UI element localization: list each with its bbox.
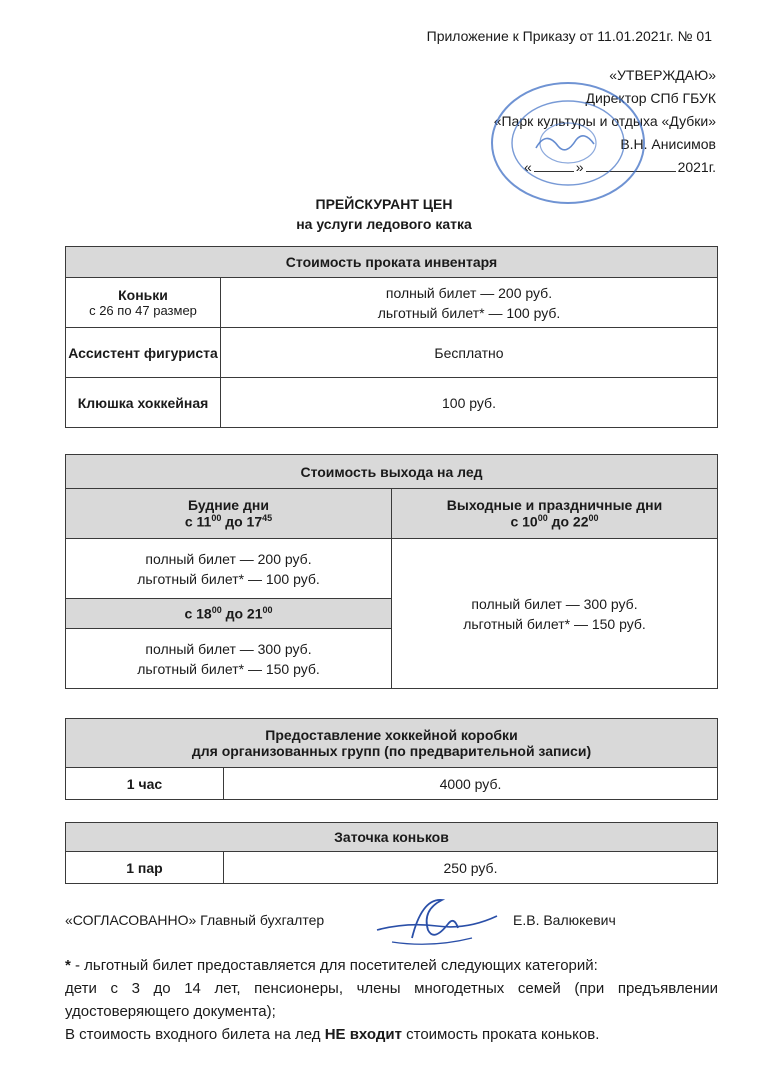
weekdays-from-min: 00	[211, 513, 222, 524]
sharpening-unit: 1 пар	[66, 852, 224, 884]
weekdays-from: с 11	[184, 513, 212, 530]
skates-cell	[66, 278, 221, 328]
signature-icon	[372, 890, 502, 950]
weekend-to-min: 00	[588, 513, 599, 524]
hockey-box-table	[65, 718, 718, 800]
hockey-header-line-1: Предоставление хоккейной коробки	[265, 727, 518, 743]
official-stamp-icon	[488, 78, 648, 208]
weekdays-to: до 17	[221, 513, 263, 530]
chief-accountant-name: Е.В. Валюкевич	[513, 912, 616, 928]
weekend-price-reduced: льготный билет* — 150 руб.	[463, 615, 646, 632]
ice-header: Стоимость выхода на лед	[66, 455, 718, 489]
weekend-price-full: полный билет — 300 руб.	[471, 595, 638, 612]
ice-table	[65, 454, 718, 689]
footnote-asterisk: *	[65, 957, 71, 974]
appendix-reference: Приложение к Приказу от 11.01.2021г. № 01	[426, 28, 712, 44]
footnote-line-3	[65, 1023, 718, 1046]
weekend-hours	[392, 513, 717, 530]
footnote-text-3c: стоимость проката коньков.	[401, 1026, 600, 1043]
skates-price-cell	[221, 278, 718, 328]
day-price-reduced: льготный билет* — 100 руб.	[137, 570, 320, 587]
footnote-line-2: дети с 3 до 14 лет, пенсионеры, члены многодетных семей (при предъявлении удостоверяющего документа);	[65, 980, 718, 1020]
hockey-price: 4000 руб.	[224, 768, 718, 800]
day-price-full: полный билет — 200 руб.	[145, 550, 312, 567]
evening-from: с 18	[184, 605, 212, 622]
footnote-text-3b: НЕ входит	[324, 1026, 402, 1043]
hockey-duration: 1 час	[66, 768, 224, 800]
hockey-header-line-2: для организованных групп (по предварительной записи)	[191, 743, 592, 759]
evening-to: до 21	[221, 605, 263, 622]
weekend-to: до 22	[547, 513, 589, 530]
weekdays-label: Будние дни	[188, 497, 269, 514]
evening-to-min: 00	[262, 605, 273, 616]
assistant-label: Ассистент фигуриста	[66, 328, 221, 378]
weekdays-hours	[66, 513, 391, 530]
weekend-price-cell	[392, 539, 718, 689]
footnote	[65, 954, 718, 1046]
table-row	[66, 378, 718, 428]
hockey-header	[66, 719, 718, 768]
date-mid-quote: »	[575, 159, 584, 175]
approve-label: «УТВЕРЖДАЮ»	[609, 67, 716, 83]
weekdays-header	[66, 489, 392, 539]
footnote-line-1	[65, 954, 718, 977]
weekend-label: Выходные и праздничные дни	[446, 497, 663, 514]
director-name: В.Н. Анисимов	[620, 136, 716, 152]
park-name: «Парк культуры и отдыха «Дубки»	[493, 113, 716, 129]
day-price-cell	[66, 539, 392, 599]
weekend-header	[392, 489, 718, 539]
director-title: Директор СПб ГБУК	[585, 90, 716, 106]
stick-label: Клюшка хоккейная	[66, 378, 221, 428]
date-year: 2021г.	[677, 159, 716, 175]
date-open-quote: «	[523, 159, 532, 175]
footnote-text-3a: В стоимость входного билета на лед	[65, 1026, 325, 1043]
weekend-from: с 10	[510, 513, 538, 530]
evening-header	[66, 599, 392, 629]
weekend-from-min: 00	[537, 513, 548, 524]
skates-price-reduced: льготный билет* — 100 руб.	[377, 304, 561, 321]
title-line-1: ПРЕЙСКУРАНТ ЦЕН	[315, 196, 453, 212]
rental-header: Стоимость проката инвентаря	[66, 247, 718, 278]
table-row	[66, 768, 718, 800]
sharpening-header: Заточка коньков	[66, 823, 718, 852]
sharpening-table	[65, 822, 718, 884]
skates-price-full: полный билет — 200 руб.	[385, 284, 553, 301]
assistant-price: Бесплатно	[221, 328, 718, 378]
title-line-2: на услуги ледового катка	[296, 216, 472, 232]
skates-size: с 26 по 47 размер	[89, 303, 197, 318]
footnote-text-1: - льготный билет предоставляется для посетителей следующих категорий:	[70, 957, 598, 974]
chief-accountant-label: «СОГЛАСОВАННО» Главный бухгалтер	[65, 912, 325, 928]
evening-from-min: 00	[211, 605, 222, 616]
stick-price: 100 руб.	[221, 378, 718, 428]
evening-price-full: полный билет — 300 руб.	[145, 640, 312, 657]
evening-price-reduced: льготный билет* — 150 руб.	[137, 660, 320, 677]
skates-label: Коньки	[118, 287, 168, 303]
table-row	[66, 278, 718, 328]
evening-price-cell	[66, 629, 392, 689]
table-row	[66, 852, 718, 884]
sharpening-price: 250 руб.	[224, 852, 718, 884]
rental-table	[65, 246, 718, 428]
weekdays-to-min: 45	[262, 513, 273, 524]
table-row	[66, 328, 718, 378]
document-title	[0, 194, 768, 234]
